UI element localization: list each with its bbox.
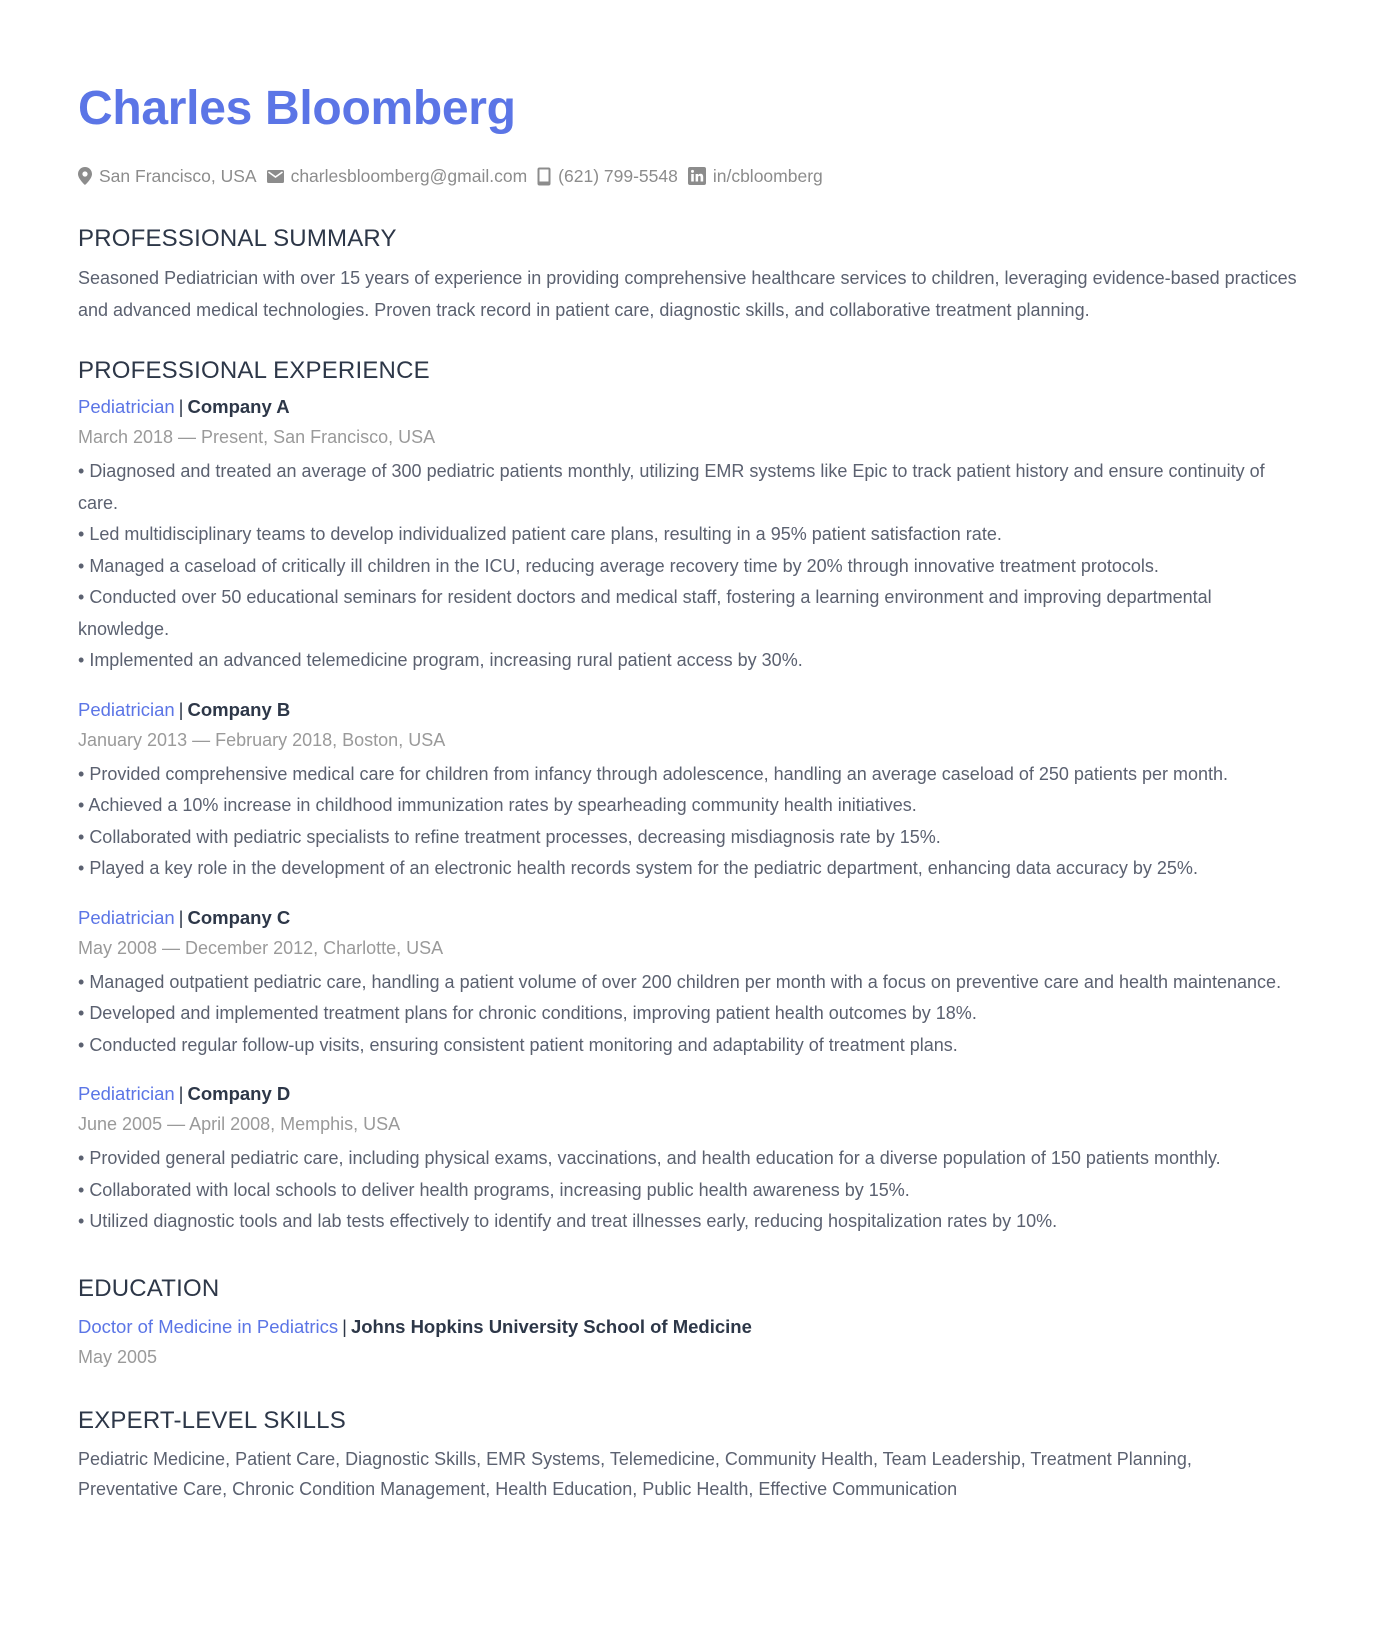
skills-text: Pediatric Medicine, Patient Care, Diagnostic Skills, EMR Systems, Telemedicine, Community Health, Team Leadership, Treatment Planning, Preventative Care, Chronic Condition Management, Health Education, Public Health, Effective Communication (78, 1448, 1192, 1499)
bullet-item: • Achieved a 10% increase in childhood immunization rates by spearheading community health initiatives. (78, 790, 1304, 822)
job-company: Company B (187, 698, 291, 720)
separator: | (178, 698, 184, 720)
section-title-education: EDUCATION (78, 1274, 220, 1302)
bullet-item: • Led multidisciplinary teams to develop individualized patient care plans, resulting in a 95% patient satisfaction rate. (78, 519, 1304, 551)
job-role: Pediatrician (78, 1083, 175, 1104)
job-entry (78, 903, 1304, 1062)
job-dates: June 2005 — April 2008, Memphis, USA (78, 1114, 401, 1134)
map-pin-icon (78, 167, 92, 185)
candidate-name: Charles Bloomberg (78, 82, 516, 135)
job-role: Pediatrician (78, 396, 175, 417)
degree: Doctor of Medicine in Pediatrics (78, 1315, 339, 1337)
bullet-item: • Collaborated with pediatric specialists to refine treatment processes, decreasing misdiagnosis rate by 15%. (78, 822, 1304, 854)
job-bullets (78, 1143, 1304, 1238)
job-heading (78, 695, 1304, 725)
bullet-item: • Provided comprehensive medical care for children from infancy through adolescence, handling an average caseload of 250 patients per month. (78, 759, 1304, 791)
job-entry (78, 695, 1304, 885)
bullet-item: • Conducted over 50 educational seminars for resident doctors and medical staff, fostering a learning environment and improving departmental knowledge. (78, 582, 1304, 645)
job-role: Pediatrician (78, 906, 175, 928)
location-text: San Francisco, USA (99, 166, 257, 186)
bullet-item: • Provided general pediatric care, including physical exams, vaccinations, and health education for a diverse population of 150 patients monthly. (78, 1143, 1304, 1175)
job-role: Pediatrician (78, 698, 175, 720)
bullet-item: • Implemented an advanced telemedicine program, increasing rural patient access by 30%. (78, 645, 1304, 677)
bullet-item: • Diagnosed and treated an average of 300 pediatric patients monthly, utilizing EMR systems like Epic to track patient history and ensure continuity of care. (78, 456, 1304, 519)
bullet-item: • Managed outpatient pediatric care, handling a patient volume of over 200 children per month with a focus on preventive care and health maintenance. (78, 967, 1304, 999)
bullet-item: • Collaborated with local schools to deliver health programs, increasing public health awareness by 15%. (78, 1175, 1304, 1207)
job-bullets (78, 456, 1304, 677)
separator: | (178, 906, 184, 928)
job-company: Company C (187, 906, 291, 928)
bullet-item: • Managed a caseload of critically ill children in the ICU, reducing average recovery time by 20% through innovative treatment protocols. (78, 551, 1304, 583)
contact-location (78, 164, 257, 188)
education-heading (78, 1312, 1304, 1342)
separator: | (178, 396, 184, 417)
bullet-item: • Played a key role in the development of an electronic health records system for the pediatric department, enhancing data accuracy by 25%. (78, 853, 1304, 885)
education-entry (78, 1312, 1304, 1372)
separator: | (342, 1315, 347, 1337)
job-bullets (78, 759, 1304, 885)
section-title-experience: PROFESSIONAL EXPERIENCE (78, 357, 430, 384)
phone-text: (621) 799-5548 (558, 166, 678, 186)
bullet-item: • Utilized diagnostic tools and lab tests effectively to identify and treat illnesses early, reducing hospitalization rates by 10%. (78, 1206, 1304, 1238)
school: Johns Hopkins University School of Medicine (350, 1315, 752, 1337)
mobile-phone-icon (537, 167, 551, 186)
job-bullets (78, 967, 1304, 1062)
job-dates: January 2013 — February 2018, Boston, USA (78, 729, 446, 750)
job-dates: May 2008 — December 2012, Charlotte, USA (78, 937, 444, 958)
job-entry (78, 392, 1304, 677)
separator: | (178, 1083, 184, 1104)
linkedin-link[interactable]: in/cbloomberg (712, 166, 823, 186)
contact-phone (537, 164, 678, 188)
job-heading (78, 903, 1304, 933)
section-title-summary: PROFESSIONAL SUMMARY (78, 225, 397, 252)
envelope-icon (267, 170, 284, 183)
contact-linkedin (688, 164, 823, 188)
job-entry (78, 1079, 1304, 1238)
bullet-item: • Developed and implemented treatment plans for chronic conditions, improving patient health outcomes by 18%. (78, 998, 1304, 1030)
job-heading (78, 1079, 1304, 1109)
contact-email (267, 164, 528, 188)
job-dates: March 2018 — Present, San Francisco, USA (78, 427, 436, 447)
bullet-item: • Conducted regular follow-up visits, ensuring consistent patient monitoring and adaptability of treatment plans. (78, 1030, 1304, 1062)
linkedin-icon (688, 167, 706, 185)
job-company: Company A (187, 396, 290, 417)
job-heading (78, 392, 1304, 422)
summary-text: Seasoned Pediatrician with over 15 years of experience in providing comprehensive healthcare services to children, leveraging evidence-based practices and advanced medical technologies. Proven track record in patient care, diagnostic skills, and collaborative treatment planning. (78, 268, 1297, 320)
job-company: Company D (187, 1083, 291, 1104)
contact-bar (78, 164, 1304, 188)
section-title-skills: EXPERT-LEVEL SKILLS (78, 1406, 346, 1434)
email-link[interactable]: charlesbloomberg@gmail.com (290, 166, 528, 186)
education-date: May 2005 (78, 1346, 158, 1367)
